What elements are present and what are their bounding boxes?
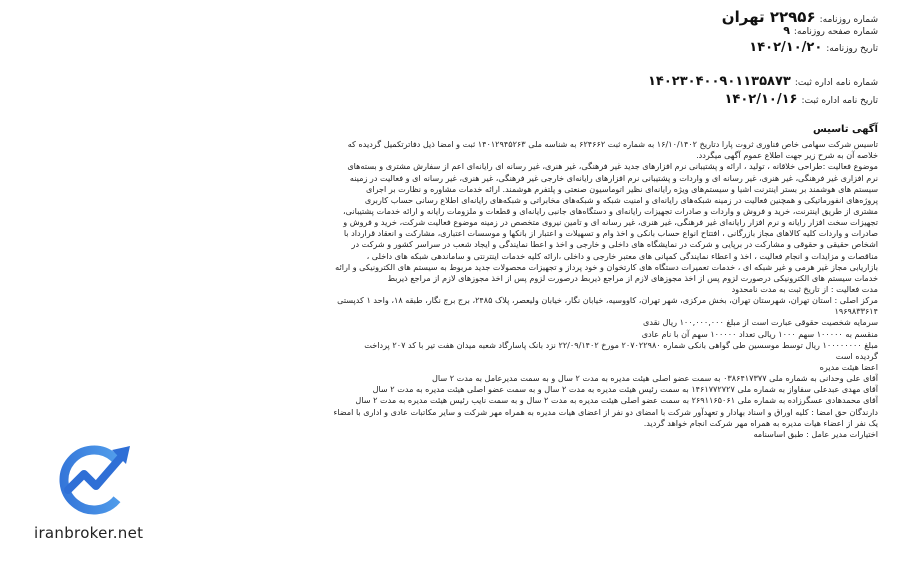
newspaper-date-row	[722, 40, 878, 56]
newspaper-date-value: ۱۴۰۲/۱۰/۲۰	[749, 40, 823, 55]
notice-line: خدمات سیستم های الکترونیکی درصورت لزوم پس از اخذ مجوزهای لازم از مراجع ذیربط درصورت لزوم پس از اخذ مجوزهای لازم از مراجع ذیربط	[387, 272, 878, 283]
notice-line: آقای علی وحدانی به شماره ملی ۰۳۸۶۴۱۷۳۷۷ به سمت عضو اصلی هیئت مدیره به مدت ۲ سال و به سمت مدیرعامل به مدت ۲ سال	[431, 373, 878, 384]
registry-letter-date-row	[648, 92, 878, 110]
notice-line: نرم افزاری غیر فرهنگی، غیر هنری، غیر رسانه ای و واردات و پشتیبانی نرم افزارهای رایانه‌ای خارجی غیر فرهنگی، غیر هنری، غیر رسانه ای و فعالیت در زمینه	[349, 172, 878, 183]
page-number-value: ۹	[783, 24, 790, 37]
notice-line: آقای مهدی عبدعلی سفاواز به شماره ملی ۱۴۶۱۷۷۲۷۲۷ به سمت رئیس هیئت مدیره به مدت ۲ سال و به سمت عضو اصلی هیئت مدیره به مدت ۲ سال	[372, 384, 878, 395]
notice-title: آگهی تاسیس	[812, 124, 878, 135]
notice-line: منقسم به ۱۰۰۰۰۰ سهم ۱۰۰۰ ریالی تعداد ۱۰۰۰۰۰ سهم آن با نام عادی	[641, 328, 878, 339]
notice-body	[178, 139, 878, 440]
notice-line: موضوع فعالیت :طراحی خلاقانه ، تولید ، ارائه و پشتیبانی نرم افزارهای جدید غیر فرهنگی، غیر هنری، غیر رسانه ای رایانه‌ای اعم از سفارش مشتری و بسته‌های	[347, 161, 878, 172]
newspaper-number-row	[722, 8, 878, 24]
registry-letter-date-label: تاریخ نامه اداره ثبت:	[801, 96, 878, 106]
notice-line: آقای محمدهادی عسگرزاده به شماره ملی ۲۶۹۱۱۶۵۰۶۱ به سمت عضو اصلی هیئت مدیره به مدت ۲ سال و به سمت نایب رئیس هیئت مدیره به مدت ۲ سال	[355, 395, 878, 406]
notice-line: گردیده است	[835, 350, 878, 361]
registry-letter-number-label: شماره نامه اداره ثبت:	[794, 78, 878, 88]
notice-line: ۱۹۶۹۸۳۳۶۱۴	[834, 306, 878, 317]
registry-info-block	[648, 74, 878, 110]
notice-line: مبلغ ۱۰۰۰۰۰۰۰۰ ریال توسط موسسین طی گواهی بانکی شماره ۲۰۷۰۲۲۹۸۰ مورخ ۲۲/۰۹/۱۴۰۲ نزد بانک پاسارگاد شعبه میدان هفت تیر با کد ۲۰۷ پرداخت	[364, 339, 878, 350]
notice-line: مناقصات و مزایدات و انجام فعالیت ، اخذ و اعطاء نمایندگی کمپانی های معتبر خارجی و داخلی ،ارائه کلیه خدمات اینترنتی و ساماندهی شبکه های داخلی ،	[366, 250, 878, 261]
newspaper-number-value: ۲۲۹۵۶ تهران	[721, 8, 816, 26]
iranbroker-logo	[28, 440, 168, 560]
notice-line: تاسیس شرکت سهامی خاص فناوری ثروت پارا دتاریخ ۱۶/۱۰/۱۴۰۲ به شماره ثبت ۶۲۴۶۶۲ به شناسه ملی ۱۴۰۱۲۹۴۵۲۶۳ ثبت و امضا ذیل دفاترتکمیل گردیده که	[347, 139, 878, 150]
logo-text: iranbroker.net	[34, 524, 144, 542]
page-number-label: شماره صفحه روزنامه:	[793, 27, 878, 37]
page-number-row	[722, 24, 878, 40]
registry-letter-date-value: ۱۴۰۲/۱۰/۱۶	[724, 92, 798, 107]
registry-letter-number-row	[648, 74, 878, 92]
notice-line: دارندگان حق امضا : کلیه اوراق و اسناد بهادار و تعهدآور شرکت با امضای دو نفر از اعضای هیات مدیره به همراه مهر شرکت و سایر مکاتبات عادی و اداری با امضاء	[333, 406, 878, 417]
notice-line: مرکز اصلی : استان تهران، شهرستان تهران، بخش مرکزی، شهر تهران، کاووسیه، خیابان نگار، خیابان ولیعصر، پلاک ۲۴۸۵، برج برج نگار، طبقه ۱۸، واحد ۱ کدپستی	[337, 295, 878, 306]
newspaper-number-label: شماره روزنامه:	[819, 15, 878, 25]
growth-chart-logo-icon	[56, 440, 136, 516]
notice-line: اعضا هیئت مدیره	[819, 361, 878, 372]
notice-line: سرمایه شخصیت حقوقی عبارت است از مبلغ ۱۰۰,۰۰۰,۰۰۰ ریال نقدی	[642, 317, 878, 328]
notice-line: تجهیزات سخت افزار رایانه و نرم افزار رایانه‌ای غیر فرهنگی، غیر هنری، غیر رسانه ای و تامین نیروی متخصص در زمینه موضوع فعالیت شرکت، خرید و فروش و	[343, 217, 878, 228]
notice-line: پروژه‌های انفورماتیکی و همچنین فعالیت در زمینه شبکه‌های رایانه‌ای و امنیت شبکه و شبکه‌های مخابراتی و شبکه‌های رایانه‌ای اطلاع رسانی حساب کاربری	[364, 194, 878, 205]
establishment-notice	[178, 124, 878, 440]
registry-letter-number-value: ۱۴۰۲۳۰۴۰۰۹۰۱۱۳۵۸۷۳	[647, 74, 791, 89]
newspaper-info-block	[722, 8, 878, 56]
notice-line: سیستم های هوشمند بر بستر اینترنت اشیا و سیستم‌های ویژه رایانه‌ای نظیر اتوماسیون صنعتی و پلتفرم هوشمند. ارائه خدمات مشاوره و نظارت بر اجرای	[365, 183, 878, 194]
notice-line: مشتری از طریق اینترنت، خرید و فروش و واردات و صادرات تجهیزات رایانه‌ای و دستگاه‌های جانبی رایانه‌ای و قطعات و ملزومات رایانه و ارائه خدمات پشتیبانی،	[343, 206, 878, 216]
notice-line: بازاریابی مجاز غیر هرمی و غیر شبکه ای ، خدمات تعمیرات دستگاه های کارتخوان و خود پرداز و تجهیزات محصولات جدید مربوط به سیستم های الکترونیکی و ارائه	[335, 261, 878, 272]
notice-line: صادرات و واردات کلیه کالاهای مجاز بازرگانی ، افتتاح انواع حساب بانکی و اخذ وام و تسهیلات و اعتبار از بانکها و موسسات اعتباری، مشارکت و انعقاد قرارداد با	[343, 228, 878, 239]
notice-line: اختیارات مدیر عامل : طبق اساسنامه	[753, 428, 878, 439]
notice-line: یک نفر از اعضاء هیات مدیره به همراه مهر شرکت انجام خواهد گردید.	[643, 417, 878, 428]
newspaper-date-label: تاریخ روزنامه:	[826, 44, 878, 54]
notice-line: مدت فعالیت : از تاریخ ثبت به مدت نامحدود	[731, 283, 878, 294]
notice-line: خلاصه آن به شرح زیر جهت اطلاع عموم آگهی میگردد.	[696, 150, 878, 161]
notice-line: اشخاص حقیقی و حقوقی و مشارکت در برپایی و شرکت در نمایشگاه های داخلی و خارجی و اخذ و اعطا نمایندگی و ایجاد شعب در سراسر کشور و شرکت در	[351, 239, 878, 250]
